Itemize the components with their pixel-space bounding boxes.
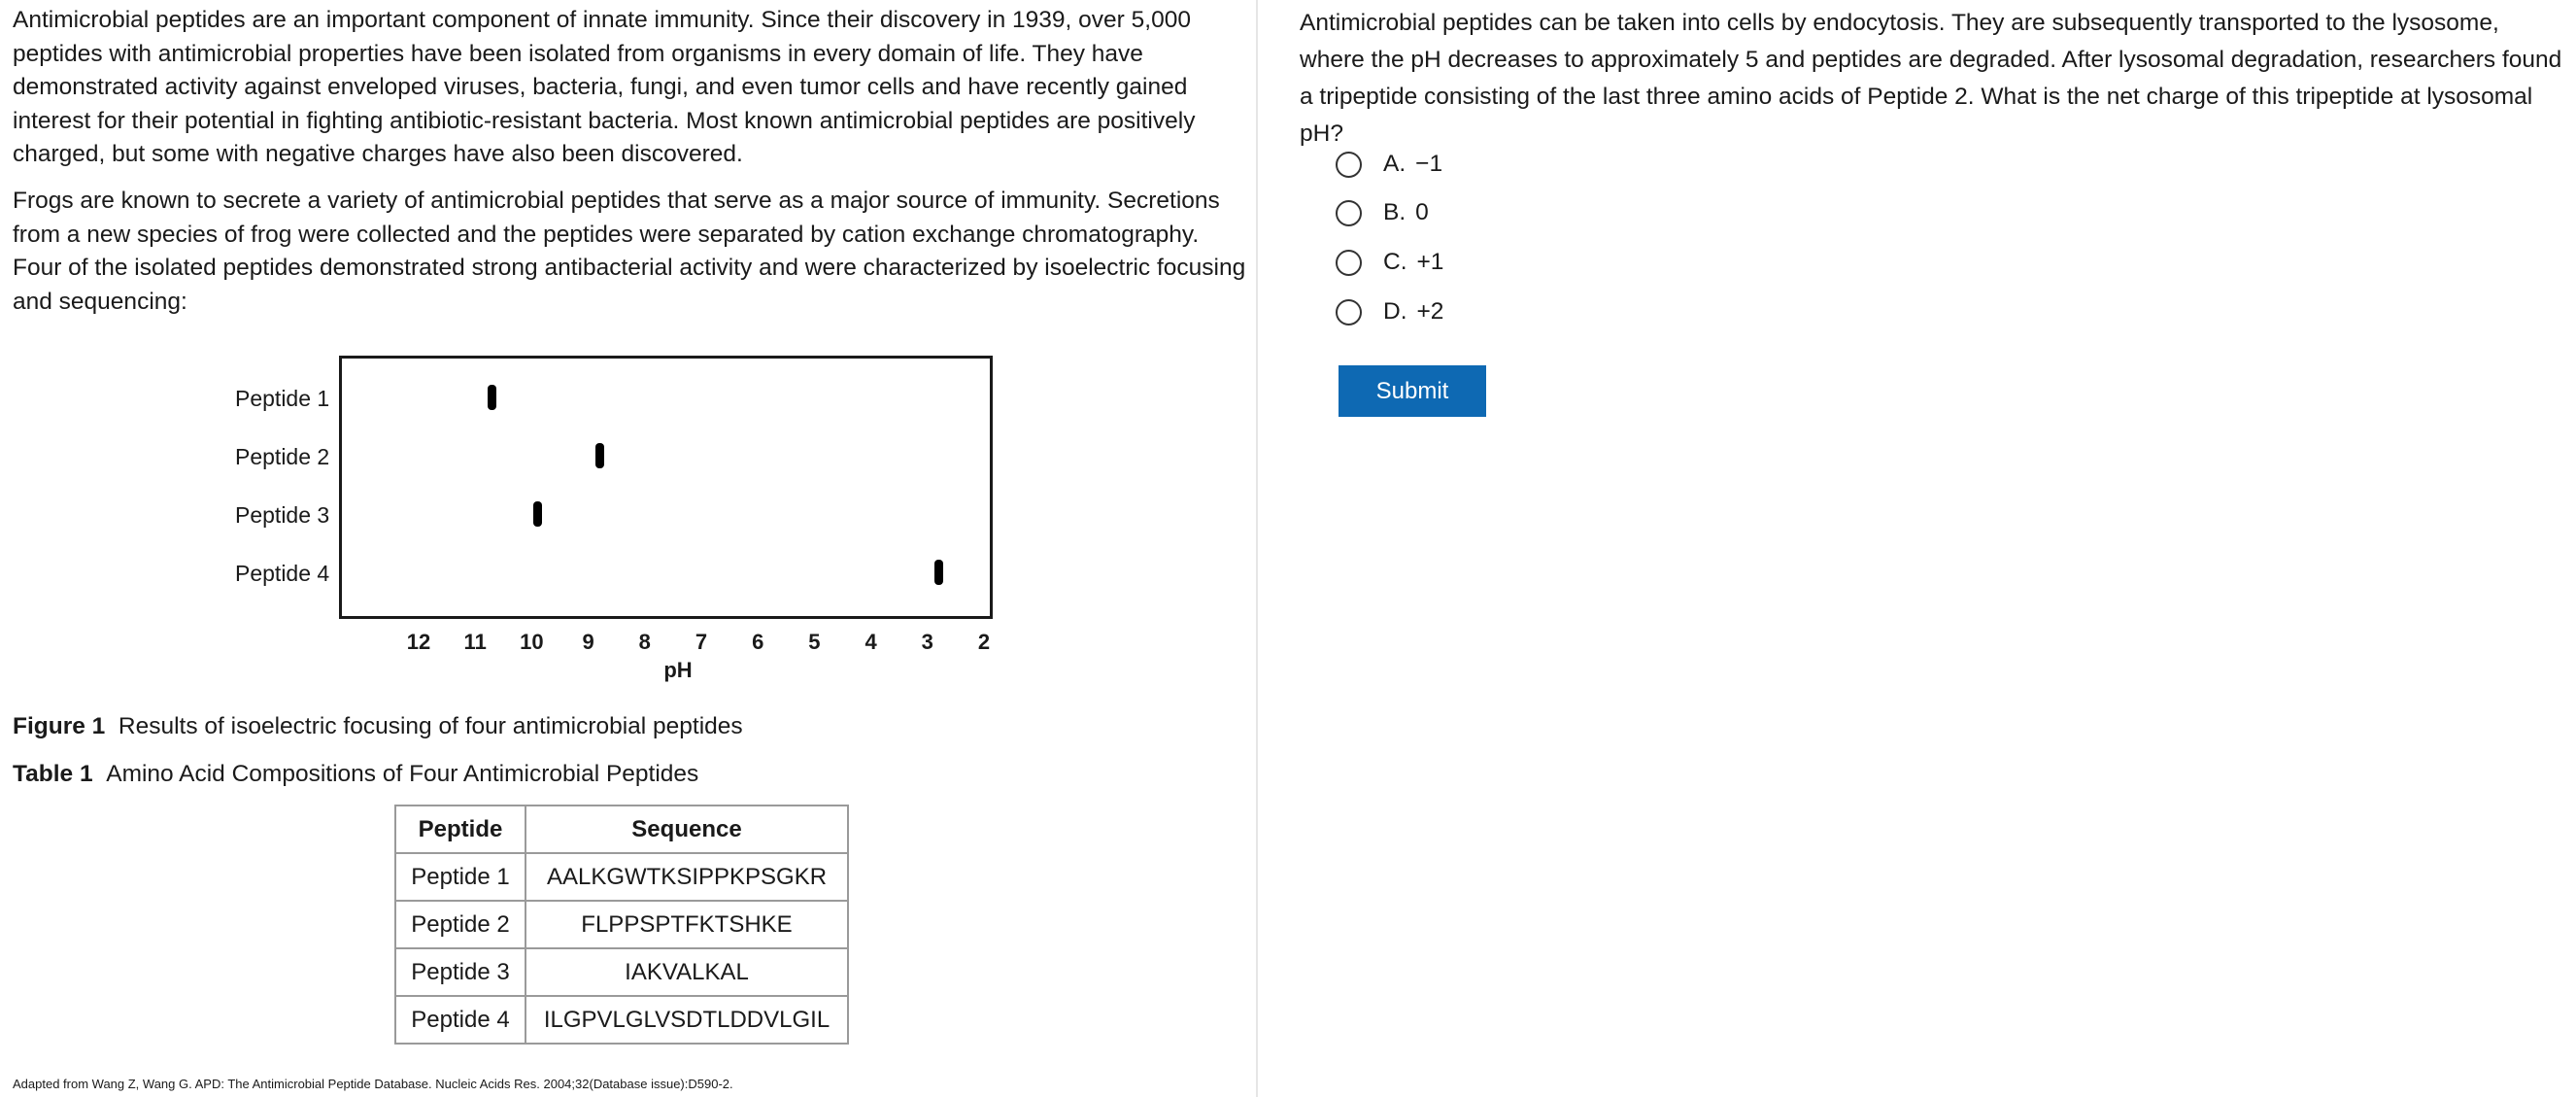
passage-panel: [13, 0, 1246, 1097]
option-text: −1: [1415, 151, 1443, 177]
question-stem: Antimicrobial peptides can be taken into cells by endocytosis. They are subsequently transported to the lysosome, where the pH decreases to approximately 5 and peptides are degraded. After lysosomal degradation, researchers found a tripeptide consisting of the last three amino acids of Peptide 2. What is the net charge of this tripeptide at lysosomal pH?: [1300, 10, 2562, 147]
x-tick-label: 12: [406, 630, 431, 654]
answer-option-label: [1383, 199, 1429, 226]
figure-caption-text: Results of isoelectric focusing of four antimicrobial peptides: [118, 713, 743, 739]
answer-option-label: [1383, 249, 1443, 276]
submit-button[interactable]: Submit: [1339, 365, 1486, 417]
panel-divider: [1256, 0, 1258, 1097]
answer-option-label: [1383, 298, 1443, 326]
table-row: [395, 853, 848, 901]
x-tick-label: 4: [864, 630, 877, 654]
table-row: [395, 996, 848, 1044]
amino-acid-table: [394, 805, 849, 1045]
table-header-sequence: Sequence: [525, 806, 848, 853]
figure-caption: [13, 713, 743, 740]
passage-paragraph-1: Antimicrobial peptides are an important component of innate immunity. Since their discovery in 1939, over 5,000 peptides with antimicrobial properties have been isolated from organisms in every domain of life. They have demonstrated activity against enveloped viruses, bacteria, fungi, and even tumor cells and have recently gained interest for their potential in fighting antibiotic-resistant bacteria. Most known antimicrobial peptides are positively charged, but some with negative charges have also been discovered.: [13, 7, 1196, 167]
answer-option-a[interactable]: [1336, 149, 1442, 180]
x-tick-label: 3: [921, 630, 933, 654]
option-text: +2: [1416, 298, 1444, 325]
option-letter: D.: [1383, 298, 1407, 325]
table-header-row: [395, 806, 848, 853]
table-cell-sequence: IAKVALKAL: [525, 948, 848, 996]
x-tick-label: 10: [520, 630, 544, 654]
plot-area: [339, 356, 993, 619]
table-cell-sequence: AALKGWTKSIPPKPSGKR: [525, 853, 848, 901]
category-label: Peptide 4: [235, 561, 330, 586]
table-cell-peptide: Peptide 1: [395, 853, 525, 901]
x-tick-label: 11: [463, 630, 487, 654]
x-tick-label: 5: [808, 630, 821, 654]
option-text: 0: [1415, 199, 1429, 225]
x-tick-label: 2: [977, 630, 991, 654]
table-cell-peptide: Peptide 2: [395, 901, 525, 948]
answer-option-b[interactable]: [1336, 197, 1429, 228]
table-caption: [13, 761, 698, 788]
category-label: Peptide 2: [235, 444, 330, 469]
category-label: Peptide 1: [235, 386, 330, 411]
figure-caption-label: Figure 1: [13, 713, 106, 739]
radio-circle-icon[interactable]: [1336, 200, 1362, 226]
option-text: +1: [1416, 249, 1444, 275]
table-row: [395, 948, 848, 996]
x-tick-label: 6: [752, 630, 764, 654]
table-cell-peptide: Peptide 4: [395, 996, 525, 1044]
passage-paragraph-2: Frogs are known to secrete a variety of antimicrobial peptides that serve as a major source of immunity. Secretions from a new species of frog were collected and the peptides were separated by cation exchange chromatography. Four of the isolated peptides demonstrated strong antibacterial activity and were characterized by isoelectric focusing and sequencing:: [13, 188, 1246, 315]
table-caption-label: Table 1: [13, 761, 93, 787]
table-row: [395, 901, 848, 948]
x-tick-label: 8: [638, 630, 651, 654]
table-cell-sequence: FLPPSPTFKTSHKE: [525, 901, 848, 948]
x-tick-label: 9: [582, 630, 594, 654]
peptide-band-3: [533, 501, 542, 527]
option-letter: C.: [1383, 249, 1407, 275]
table-header-peptide: Peptide: [395, 806, 525, 853]
source-citation: Adapted from Wang Z, Wang G. APD: The Antimicrobial Peptide Database. Nucleic Acids Res. 2004;32(Database issue):D590-2.: [13, 1077, 733, 1091]
radio-circle-icon[interactable]: [1336, 299, 1362, 326]
answer-option-c[interactable]: [1336, 247, 1443, 278]
x-tick-label: 7: [695, 630, 708, 654]
peptide-band-4: [934, 560, 943, 585]
answer-option-d[interactable]: [1336, 296, 1443, 327]
x-axis-title: pH: [663, 658, 693, 682]
table-cell-peptide: Peptide 3: [395, 948, 525, 996]
radio-circle-icon[interactable]: [1336, 152, 1362, 178]
radio-circle-icon[interactable]: [1336, 250, 1362, 276]
option-letter: B.: [1383, 199, 1407, 225]
answer-option-label: [1383, 151, 1442, 178]
table-caption-text: Amino Acid Compositions of Four Antimicrobial Peptides: [106, 761, 699, 787]
table-cell-sequence: ILGPVLGLVSDTLDDVLGIL: [525, 996, 848, 1044]
option-letter: A.: [1383, 151, 1407, 177]
peptide-band-2: [595, 443, 604, 468]
category-label: Peptide 3: [235, 502, 330, 528]
peptide-band-1: [488, 385, 496, 410]
